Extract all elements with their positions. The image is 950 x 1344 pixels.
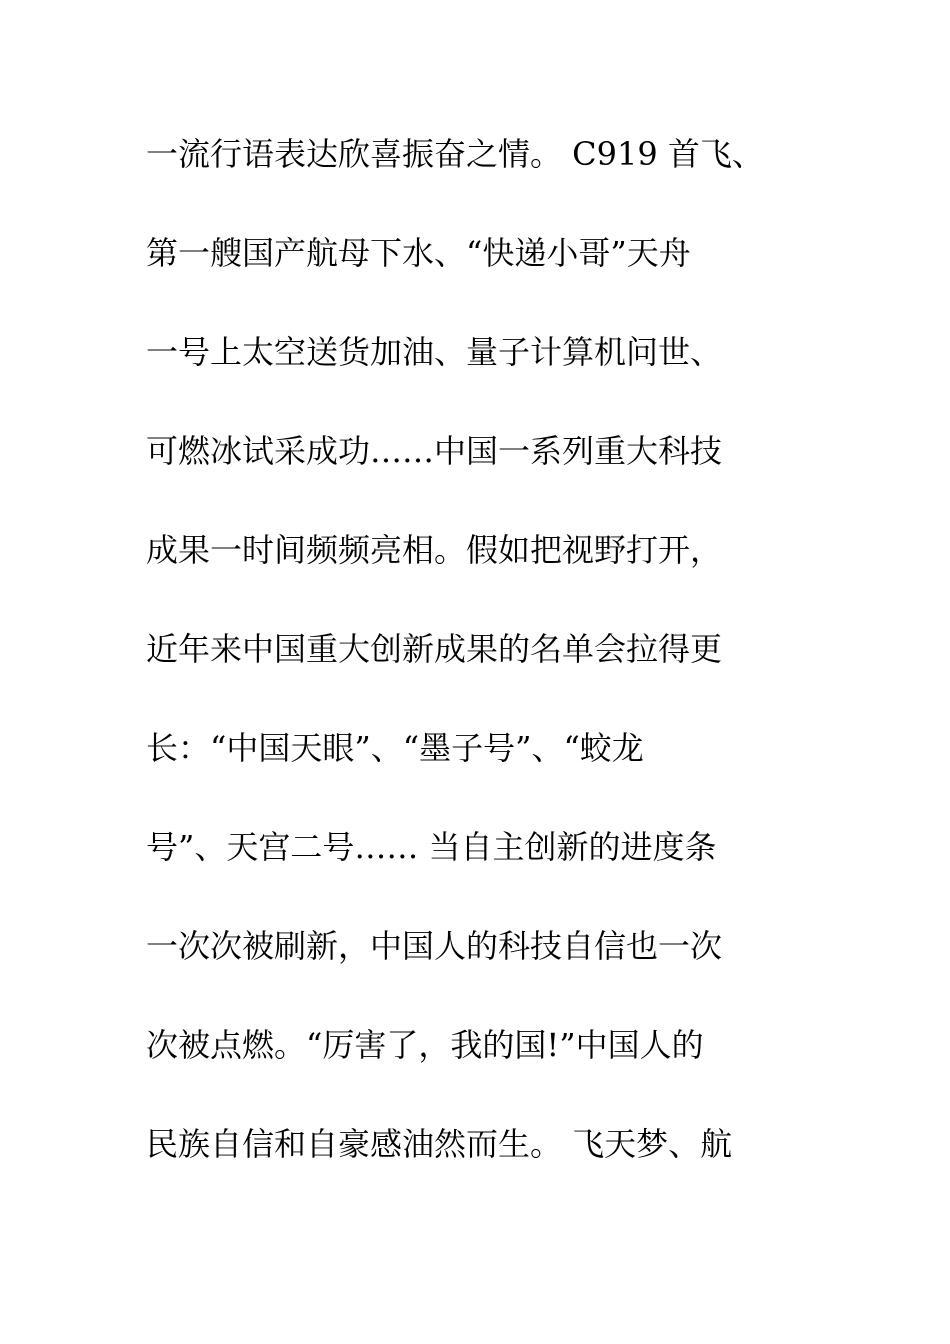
text-line-9: 一次次被刷新，中国人的科技自信也一次 [146,927,723,965]
text-line-1: 一流行语表达欣喜振奋之情。 C919 首飞、 [146,135,764,173]
text-line-5: 成果一时间频频亮相。假如把视野打开， [146,531,723,569]
text-line-10: 次被点燃。“厉害了，我的国!”中国人的 [146,1026,704,1064]
text-line-11: 民族自信和自豪感油然而生。 飞天梦、航 [146,1125,733,1163]
text-line-7: 长：“中国天眼”、“墨子号”、“蛟龙 [146,729,644,767]
body-text [146,132,806,1221]
text-line-8: 号”、天宫二号…… 当自主创新的进度条 [146,828,717,866]
text-line-2: 第一艘国产航母下水、“快递小哥”天舟 [146,234,691,272]
text-line-3: 一号上太空送货加油、量子计算机问世、 [146,333,723,371]
text-line-6: 近年来中国重大创新成果的名单会拉得更 [146,630,723,668]
text-line-4: 可燃冰试采成功……中国一系列重大科技 [146,432,723,470]
